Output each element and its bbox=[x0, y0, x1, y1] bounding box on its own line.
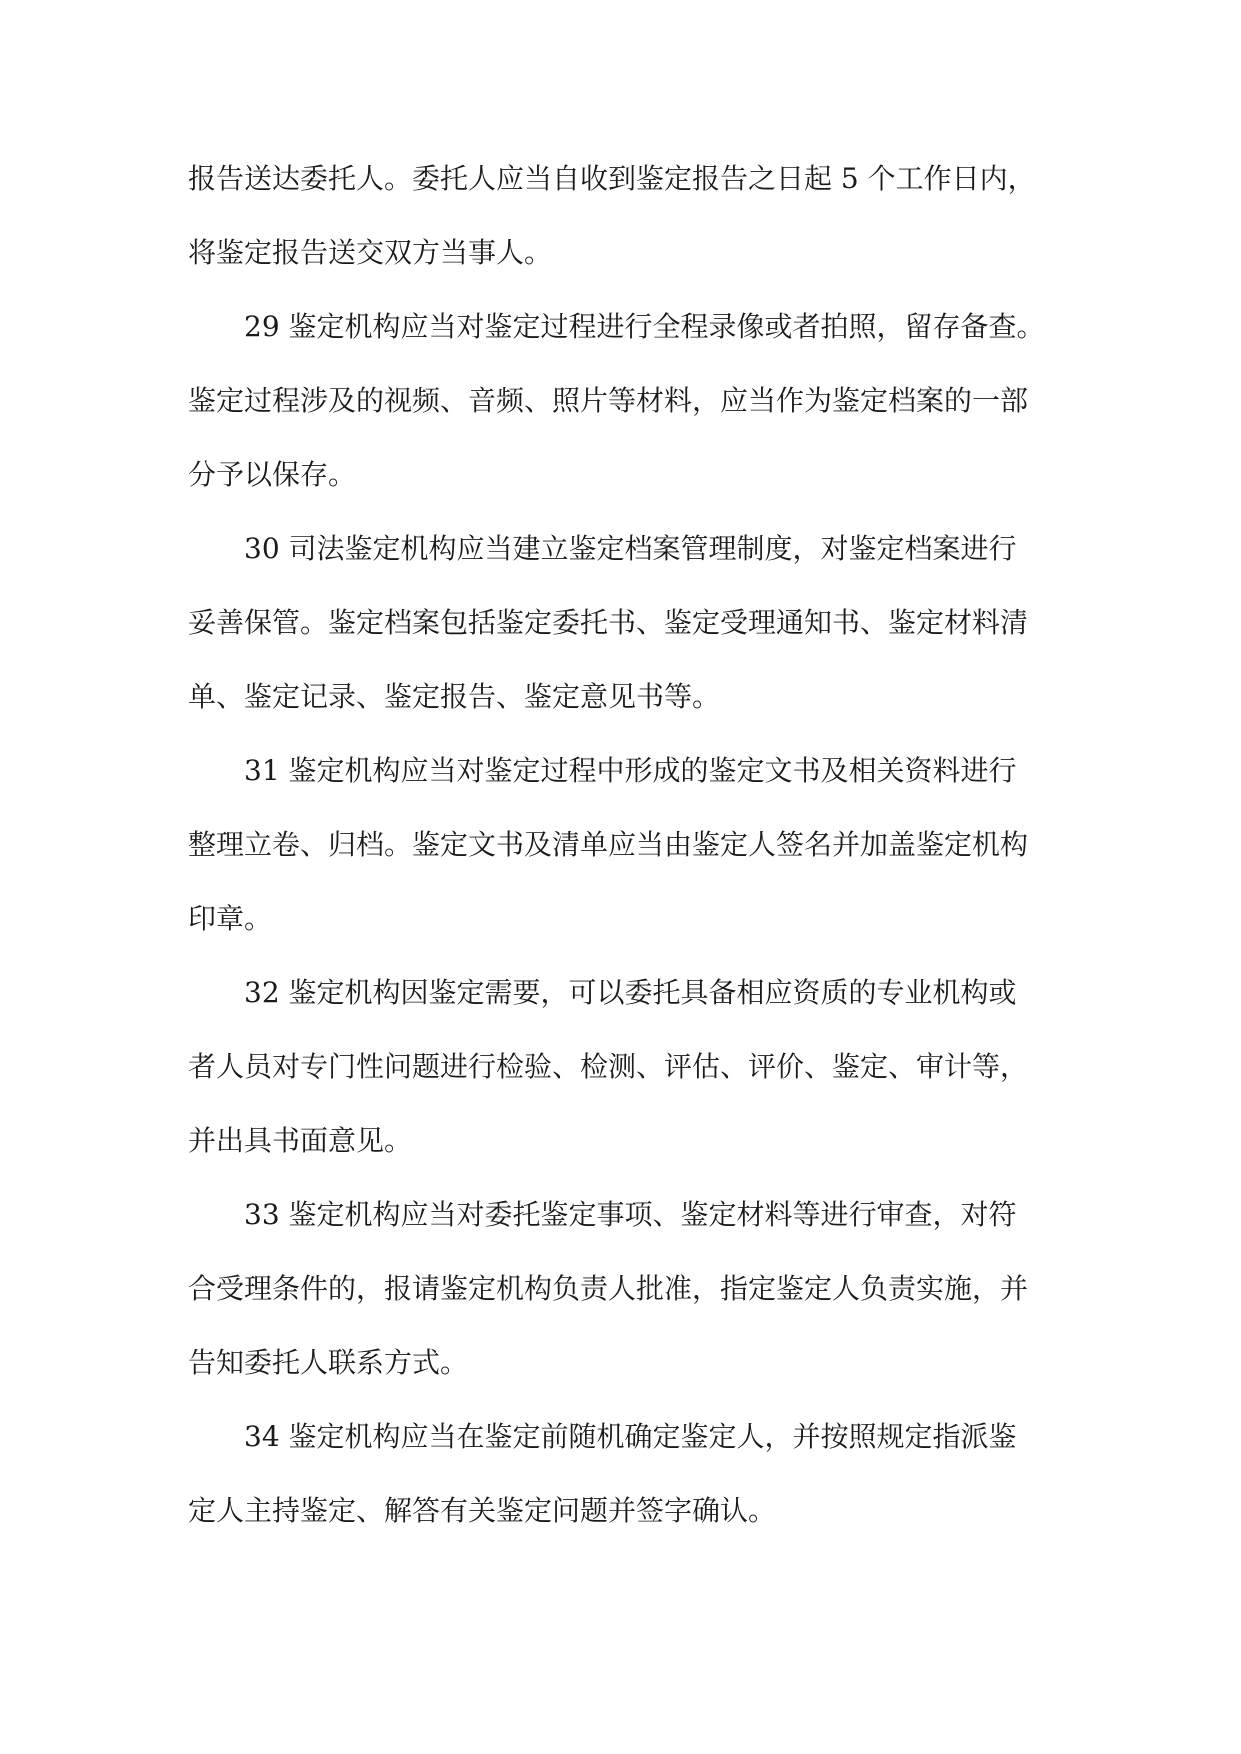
text-line: 29 鉴定机构应当对鉴定过程进行全程录像或者拍照，留存备查。 bbox=[244, 310, 1045, 343]
document-body bbox=[188, 142, 1058, 1548]
paragraph-continuation bbox=[188, 142, 1058, 290]
paragraph-31 bbox=[188, 734, 1058, 956]
text-line: 印章。 bbox=[188, 902, 273, 935]
paragraph-34 bbox=[188, 1400, 1058, 1548]
text-line: 者人员对专门性问题进行检验、检测、评估、评价、鉴定、审计等， bbox=[188, 1050, 1029, 1083]
text-line: 32 鉴定机构因鉴定需要，可以委托具备相应资质的专业机构或 bbox=[244, 976, 1017, 1009]
text-line: 整理立卷、归档。鉴定文书及清单应当由鉴定人签名并加盖鉴定机构 bbox=[188, 828, 1029, 861]
text-line: 30 司法鉴定机构应当建立鉴定档案管理制度，对鉴定档案进行 bbox=[244, 532, 1017, 565]
text-line: 报告送达委托人。委托人应当自收到鉴定报告之日起 5 个工作日内， bbox=[188, 162, 1036, 195]
paragraph-30 bbox=[188, 512, 1058, 734]
text-line: 并出具书面意见。 bbox=[188, 1124, 413, 1157]
text-line: 分予以保存。 bbox=[188, 458, 357, 491]
text-line: 将鉴定报告送交双方当事人。 bbox=[188, 236, 553, 269]
paragraph-29 bbox=[188, 290, 1058, 512]
text-line: 33 鉴定机构应当对委托鉴定事项、鉴定材料等进行审查，对符 bbox=[244, 1198, 1017, 1231]
text-line: 妥善保管。鉴定档案包括鉴定委托书、鉴定受理通知书、鉴定材料清 bbox=[188, 606, 1029, 639]
text-line: 合受理条件的，报请鉴定机构负责人批准，指定鉴定人负责实施，并 bbox=[188, 1272, 1029, 1305]
text-line: 31 鉴定机构应当对鉴定过程中形成的鉴定文书及相关资料进行 bbox=[244, 754, 1017, 787]
text-line: 鉴定过程涉及的视频、音频、照片等材料，应当作为鉴定档案的一部 bbox=[188, 384, 1029, 417]
text-line: 34 鉴定机构应当在鉴定前随机确定鉴定人，并按照规定指派鉴 bbox=[244, 1420, 1017, 1453]
text-line: 定人主持鉴定、解答有关鉴定问题并签字确认。 bbox=[188, 1494, 777, 1527]
text-line: 告知委托人联系方式。 bbox=[188, 1346, 469, 1379]
paragraph-32 bbox=[188, 956, 1058, 1178]
text-line: 单、鉴定记录、鉴定报告、鉴定意见书等。 bbox=[188, 680, 721, 713]
paragraph-33 bbox=[188, 1178, 1058, 1400]
